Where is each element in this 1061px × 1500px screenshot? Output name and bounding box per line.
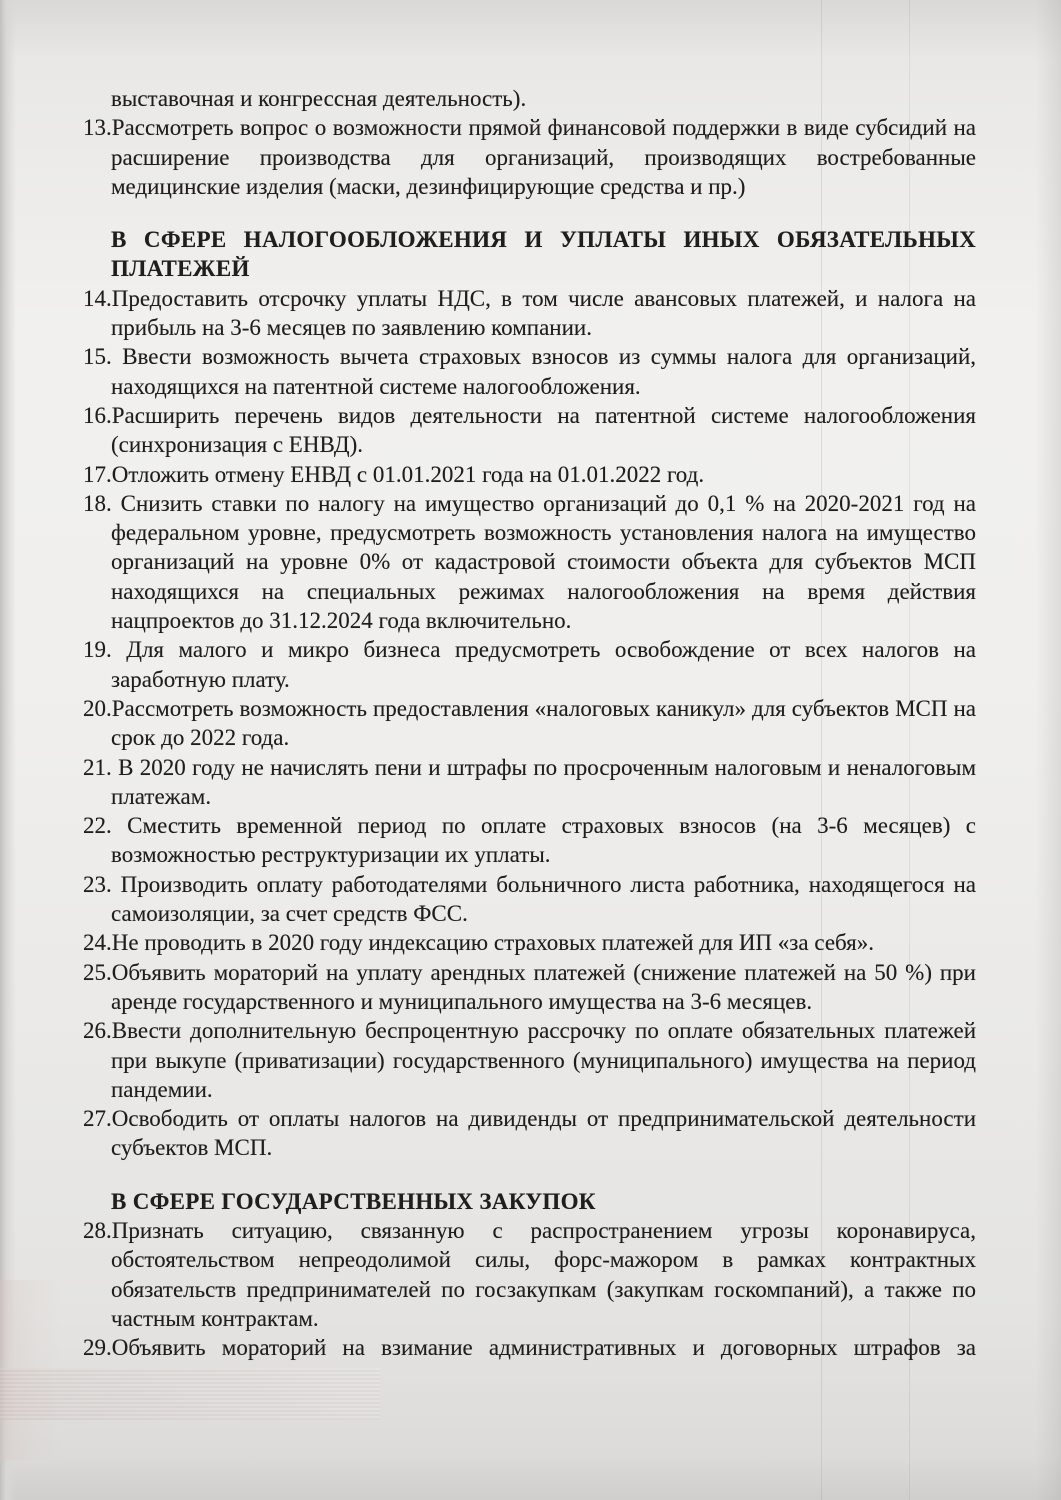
list-item-20 [83,694,976,753]
item-text: В 2020 году не начислять пени и штрафы по просроченным налоговым и неналоговым платежам. [111,754,977,809]
item-number: 25. [83,959,112,985]
list-item-21 [83,753,976,812]
item-number: 28. [83,1217,112,1243]
item-number: 17. [83,461,112,487]
item-text: Объявить мораторий на взимание административных и договорных штрафов за [111,1335,976,1361]
item-text: Предоставить отсрочку уплаты НДС, в том числе авансовых платежей, и налога на прибыль на 3-6 месяцев по заявлению компании. [111,285,976,341]
list-item-17 [83,460,976,489]
item-number: 29. [83,1335,112,1361]
item-number: 13. [83,115,112,141]
list-item-27 [83,1104,976,1163]
item-number: 23. [83,871,121,897]
item-number: 19. [83,637,127,663]
item-text: Ввести возможность вычета страховых взносов из суммы налога для организаций, находящихся на патентной системе налогообложения. [111,344,977,399]
scan-texture-band [0,1368,380,1420]
list-item-16 [83,401,976,460]
list-item-15 [83,342,976,401]
item-text: Отложить отмену ЕНВД с 01.01.2021 года на 01.01.2022 год. [111,461,705,487]
item-text: Не проводить в 2020 году индексацию страховых платежей для ИП «за себя». [111,930,874,956]
item-number: 16. [83,402,112,428]
item-text: Освободить от оплаты налогов на дивиденды от предпринимательской деятельности субъектов МСП. [111,1106,976,1161]
section-heading: В СФЕРЕ НАЛОГООБЛОЖЕНИЯ И УПЛАТЫ ИНЫХ ОБЯЗАТЕЛЬНЫХ ПЛАТЕЖЕЙ [111,227,976,282]
item-number: 26. [83,1018,112,1044]
item-text: Признать ситуацию, связанную с распространением угрозы коронавируса, обстоятельством непреодолимой силы, форс-мажором в рамках контрактных обязательств предпринимателей по госзакупкам (закупкам госкомпаний), а также по частным контрактам. [111,1217,976,1331]
item-number: 18. [83,490,121,516]
list-item-29 [83,1333,976,1362]
list-item-25 [83,958,976,1017]
list-item-23 [83,870,976,929]
item-number: 27. [83,1106,112,1132]
item-text: Расширить перечень видов деятельности на патентной системе налогообложения (синхронизация с ЕНВД). [111,402,976,458]
item-number: 21. [83,754,119,780]
item-text: Рассмотреть вопрос о возможности прямой финансовой поддержки в виде субсидий на расширение производства для организаций, производящих востребованные медицинские изделия (маски, дезинфицирующие средства и пр.) [111,115,976,199]
section-heading: В СФЕРЕ ГОСУДАРСТВЕННЫХ ЗАКУПОК [111,1188,596,1214]
item-text: Производить оплату работодателями больничного листа работника, находящегося на самоизоляции, за счет средств ФСС. [111,871,976,927]
item-text: Объявить мораторий на уплату арендных платежей (снижение платежей на 50 %) при аренде государственного и муниципального имущества на 3-6 месяцев. [111,959,976,1014]
item-number: 14. [83,285,112,311]
paragraph-continuation: выставочная и конгрессная деятельность). [111,86,527,111]
list-item-19 [83,635,976,694]
document-content [83,84,976,1362]
item-text: Снизить ставки по налогу на имущество организаций до 0,1 % на 2020-2021 год на федеральном уровне, предусмотреть возможность установления налога на имущество организаций на уровне 0% от кадастровой стоимости объекта для субъектов МСП находящихся на специальных режимах налогообложения на время действия нацпроектов до 31.12.2024 года включительно. [111,490,977,634]
list-item-26 [83,1016,976,1104]
item-number: 20. [83,695,112,721]
item-text: Рассмотреть возможность предоставления «налоговых каникул» для субъектов МСП на срок до 2022 года. [111,695,976,751]
item-text: Сместить временной период по оплате страховых взносов (на 3-6 месяцев) с возможностью реструктуризации их уплаты. [111,813,976,868]
list-item-14 [83,284,976,343]
list-item-22 [83,811,976,870]
list-item-13 [83,113,976,201]
item-number: 24. [83,930,112,956]
item-number: 15. [83,344,123,370]
list-item-18 [83,489,976,635]
item-number: 22. [83,813,128,839]
list-item-24 [83,928,976,957]
item-text: Ввести дополнительную беспроцентную рассрочку по оплате обязательных платежей при выкупе (приватизации) государственного (муниципального) имущества на период пандемии. [111,1018,976,1102]
scan-corner-smudge [0,1280,60,1460]
list-item-28 [83,1216,976,1333]
item-text: Для малого и микро бизнеса предусмотреть освобождение от всех налогов на заработную плату. [111,637,977,692]
